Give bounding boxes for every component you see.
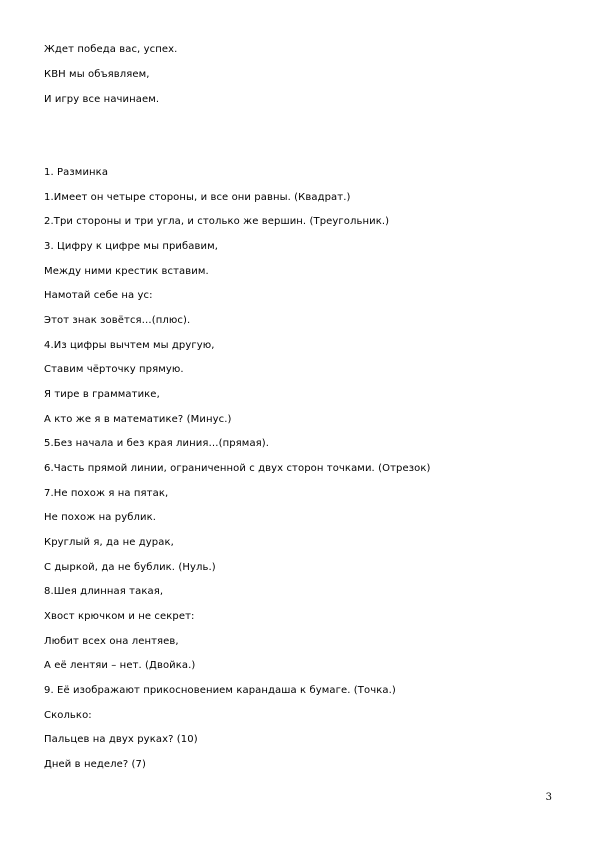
text-line: Любит всех она лентяев,: [44, 636, 179, 647]
text-line: Я тире в грамматике,: [44, 389, 160, 400]
text-line: КВН мы объявляем,: [44, 69, 150, 80]
text-line: Пальцев на двух руках? (10): [44, 734, 198, 745]
text-line: Сколько:: [44, 710, 92, 721]
text-line: 3. Цифру к цифре мы прибавим,: [44, 241, 219, 252]
page-number: 3: [545, 792, 552, 803]
text-line: Этот знак зовётся…(плюс).: [44, 315, 191, 326]
text-line: Дней в неделе? (7): [44, 759, 147, 770]
text-line: А кто же я в математике? (Минус.): [44, 414, 232, 425]
text-line: Круглый я, да не дурак,: [44, 537, 174, 548]
text-line: 1.Имеет он четыре стороны, и все они равны. (Квадрат.): [44, 192, 351, 203]
text-line: 2.Три стороны и три угла, и столько же вершин. (Треугольник.): [44, 216, 390, 227]
text-line: Не похож на рублик.: [44, 512, 157, 523]
text-line: 4.Из цифры вычтем мы другую,: [44, 340, 215, 351]
text-line: А её лентяи – нет. (Двойка.): [44, 660, 196, 671]
text-line: 5.Без начала и без края линия…(прямая).: [44, 438, 270, 449]
text-line: Намотай себе на ус:: [44, 290, 153, 301]
text-line: С дыркой, да не бублик. (Нуль.): [44, 562, 216, 573]
text-line: 8.Шея длинная такая,: [44, 586, 164, 597]
text-line: Ждет победа вас, успех.: [44, 44, 178, 55]
text-line: Ставим чёрточку прямую.: [44, 364, 184, 375]
section-heading: 1. Разминка: [44, 167, 109, 178]
text-line: Хвост крючком и не секрет:: [44, 611, 195, 622]
text-line: 6.Часть прямой линии, ограниченной с двух сторон точками. (Отрезок): [44, 463, 431, 474]
text-line: И игру все начинаем.: [44, 94, 160, 105]
text-line: 9. Её изображают прикосновением карандаша к бумаге. (Точка.): [44, 685, 396, 696]
text-line: Между ними крестик вставим.: [44, 266, 209, 277]
text-line: 7.Не похож я на пятак,: [44, 488, 169, 499]
